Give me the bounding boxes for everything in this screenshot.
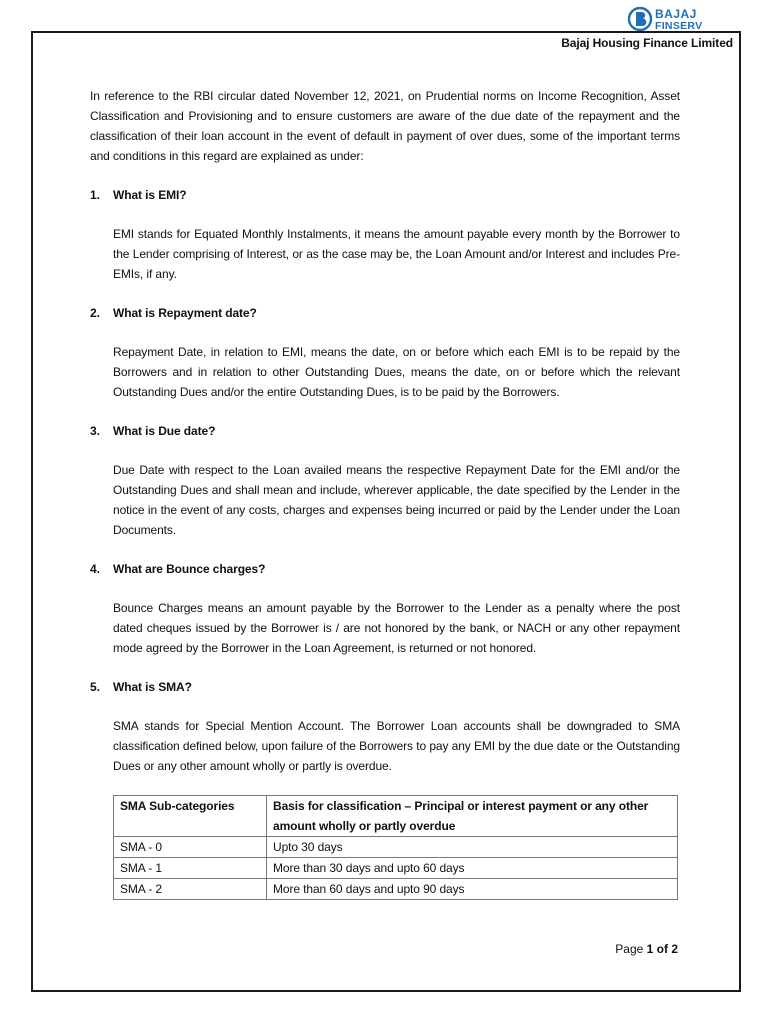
table-cell-basis: More than 30 days and upto 60 days bbox=[267, 858, 678, 879]
section-text: SMA stands for Special Mention Account. The Borrower Loan accounts shall be downgraded to SMA classification defined below, upon failure of the Borrowers to pay any EMI by the due date or the Outstanding Dues or any other amount wholly or partly is overdue. bbox=[113, 719, 680, 773]
section-title: What is SMA? bbox=[113, 680, 192, 694]
table-cell-basis: Upto 30 days bbox=[267, 837, 678, 858]
sma-classification-table bbox=[113, 795, 678, 900]
company-name: Bajaj Housing Finance Limited bbox=[561, 36, 733, 50]
section-title: What is Repayment date? bbox=[113, 306, 257, 320]
section-text: Repayment Date, in relation to EMI, means the date, on or before which each EMI is to be repaid by the Borrowers and in relation to other Outstanding Dues, means the date, on or before which the relevant Outstanding Dues and/or the entire Outstanding Dues, is to be paid by the Borrowers. bbox=[113, 345, 680, 399]
brand-line-1: BAJAJ bbox=[655, 7, 697, 21]
bajaj-finserv-logo bbox=[627, 6, 737, 32]
page-label: Page bbox=[615, 942, 647, 956]
page-number bbox=[615, 942, 678, 956]
section-text: Bounce Charges means an amount payable by the Borrower to the Lender as a penalty where the post dated cheques issued by the Borrower is / are not honored by the bank, or NACH or any other repayment mode agreed by the Borrower in the Loan Agreement, is returned or not honored. bbox=[113, 601, 680, 655]
brand-line-2: FINSERV bbox=[655, 20, 703, 32]
page-current: 1 bbox=[646, 942, 654, 956]
section-bounce-charges bbox=[90, 559, 680, 658]
section-sma bbox=[90, 677, 680, 776]
section-title: What is Due date? bbox=[113, 424, 216, 438]
section-heading bbox=[90, 421, 680, 441]
page-total: 2 bbox=[671, 942, 678, 956]
table-row bbox=[114, 837, 678, 858]
section-title: What are Bounce charges? bbox=[113, 562, 266, 576]
section-number: 3. bbox=[90, 424, 100, 438]
table-cell-category: SMA - 1 bbox=[114, 858, 267, 879]
section-emi bbox=[90, 185, 680, 284]
bajaj-finserv-logo-mark bbox=[627, 6, 737, 32]
section-number: 4. bbox=[90, 562, 100, 576]
section-due-date bbox=[90, 421, 680, 540]
section-title: What is EMI? bbox=[113, 188, 187, 202]
table-cell-category: SMA - 2 bbox=[114, 879, 267, 900]
section-number: 5. bbox=[90, 680, 100, 694]
section-repayment-date bbox=[90, 303, 680, 402]
table-cell-category: SMA - 0 bbox=[114, 837, 267, 858]
table-cell-basis: More than 60 days and upto 90 days bbox=[267, 879, 678, 900]
section-heading bbox=[90, 303, 680, 323]
section-heading bbox=[90, 677, 680, 697]
document-body bbox=[90, 86, 680, 900]
table-header-cell: SMA Sub-categories bbox=[114, 796, 267, 837]
intro-paragraph: In reference to the RBI circular dated November 12, 2021, on Prudential norms on Income Recognition, Asset Classification and Provisioning and to ensure customers are aware of the due date of the repayment and the classification of their loan account in the event of default in payment of over dues, some of the important terms and conditions in this regard are explained as under: bbox=[90, 89, 680, 163]
page-of: of bbox=[653, 942, 672, 956]
table-row bbox=[114, 879, 678, 900]
section-text: Due Date with respect to the Loan availed means the respective Repayment Date for the EMI and/or the Outstanding Dues and shall mean and include, wherever applicable, the date specified by the Lender in the notice in the event of any costs, charges and expenses being incurred or paid by the Lender under the Loan Documents. bbox=[113, 463, 680, 537]
section-heading bbox=[90, 185, 680, 205]
table-header-row bbox=[114, 796, 678, 837]
table-row bbox=[114, 858, 678, 879]
section-number: 2. bbox=[90, 306, 100, 320]
table-header-cell: Basis for classification – Principal or interest payment or any other amount wholly or partly overdue bbox=[267, 796, 678, 837]
section-heading bbox=[90, 559, 680, 579]
section-text: EMI stands for Equated Monthly Instalments, it means the amount payable every month by the Borrower to the Lender comprising of Interest, or as the case may be, the Loan Amount and/or Interest and includes Pre-EMIs, if any. bbox=[113, 227, 680, 281]
section-number: 1. bbox=[90, 188, 100, 202]
